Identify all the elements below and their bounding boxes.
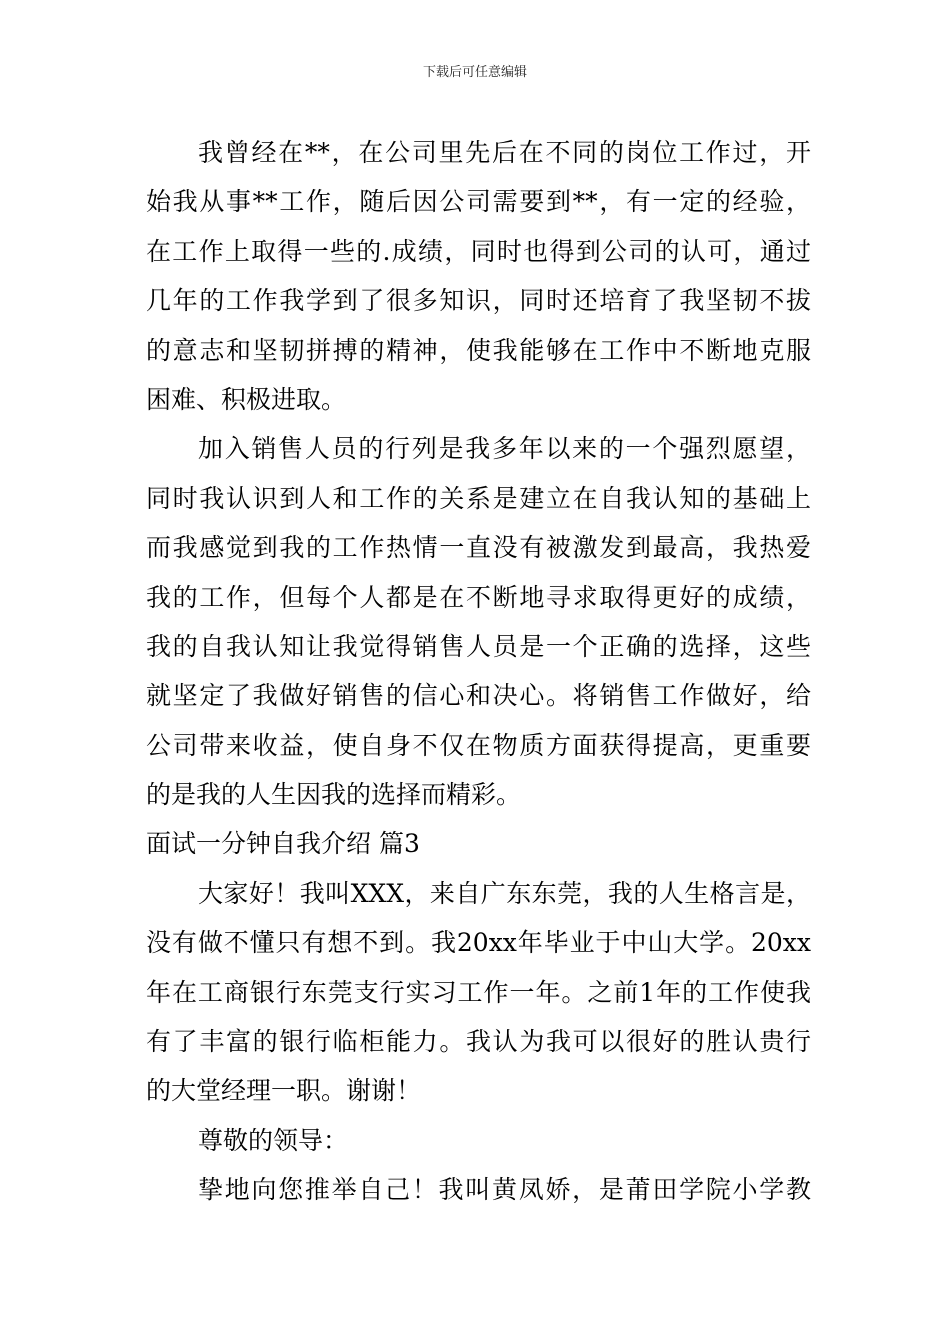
text-line: 我的自我认知让我觉得销售人员是一个正确的选择，这些 [146,631,811,661]
text-line: 的大堂经理一职。谢谢！ [146,1076,422,1106]
text-line: 我的工作，但每个人都是在不断地寻求取得更好的成绩， [146,582,811,612]
text-line: 尊敬的领导： [198,1125,349,1155]
text-line: 而我感觉到我的工作热情一直没有被激发到最高，我热爱 [146,533,811,563]
text-line: 面试一分钟自我介绍 篇3 [146,829,420,859]
text-line: 始我从事**工作，随后因公司需要到**，有一定的经验， [146,187,811,217]
text-line: 在工作上取得一些的.成绩，同时也得到公司的认可，通过 [146,236,811,266]
text-line: 公司带来收益，使自身不仅在物质方面获得提高，更重要 [146,730,811,760]
text-line: 没有做不懂只有想不到。我20xx年毕业于中山大学。20xx [146,928,811,958]
text-line: 困难、积极进取。 [146,384,347,414]
text-line: 年在工商银行东莞支行实习工作一年。之前1年的工作使我 [146,977,811,1007]
text-line: 有了丰富的银行临柜能力。我认为我可以很好的胜认贵行 [146,1027,811,1057]
text-line: 的是我的人生因我的选择而精彩。 [146,780,522,810]
text-line: 挚地向您推举自己！我叫黄凤娇，是莆田学院小学教 [198,1175,811,1205]
text-line: 同时我认识到人和工作的关系是建立在自我认知的基础上 [146,483,811,513]
text-line: 大家好！我叫XXX，来自广东东莞，我的人生格言是， [198,878,811,908]
document-body [146,128,811,1215]
text-line: 的意志和坚韧拼搏的精神，使我能够在工作中不断地克服 [146,335,811,365]
text-line: 我曾经在**，在公司里先后在不同的岗位工作过，开 [198,138,811,167]
text-line: 几年的工作我学到了很多知识，同时还培育了我坚韧不拔 [146,286,811,316]
text-line: 加入销售人员的行列是我多年以来的一个强烈愿望， [198,434,811,464]
text-line: 就坚定了我做好销售的信心和决心。将销售工作做好，给 [146,681,811,711]
page-header: 下载后可任意编辑 [422,65,527,80]
